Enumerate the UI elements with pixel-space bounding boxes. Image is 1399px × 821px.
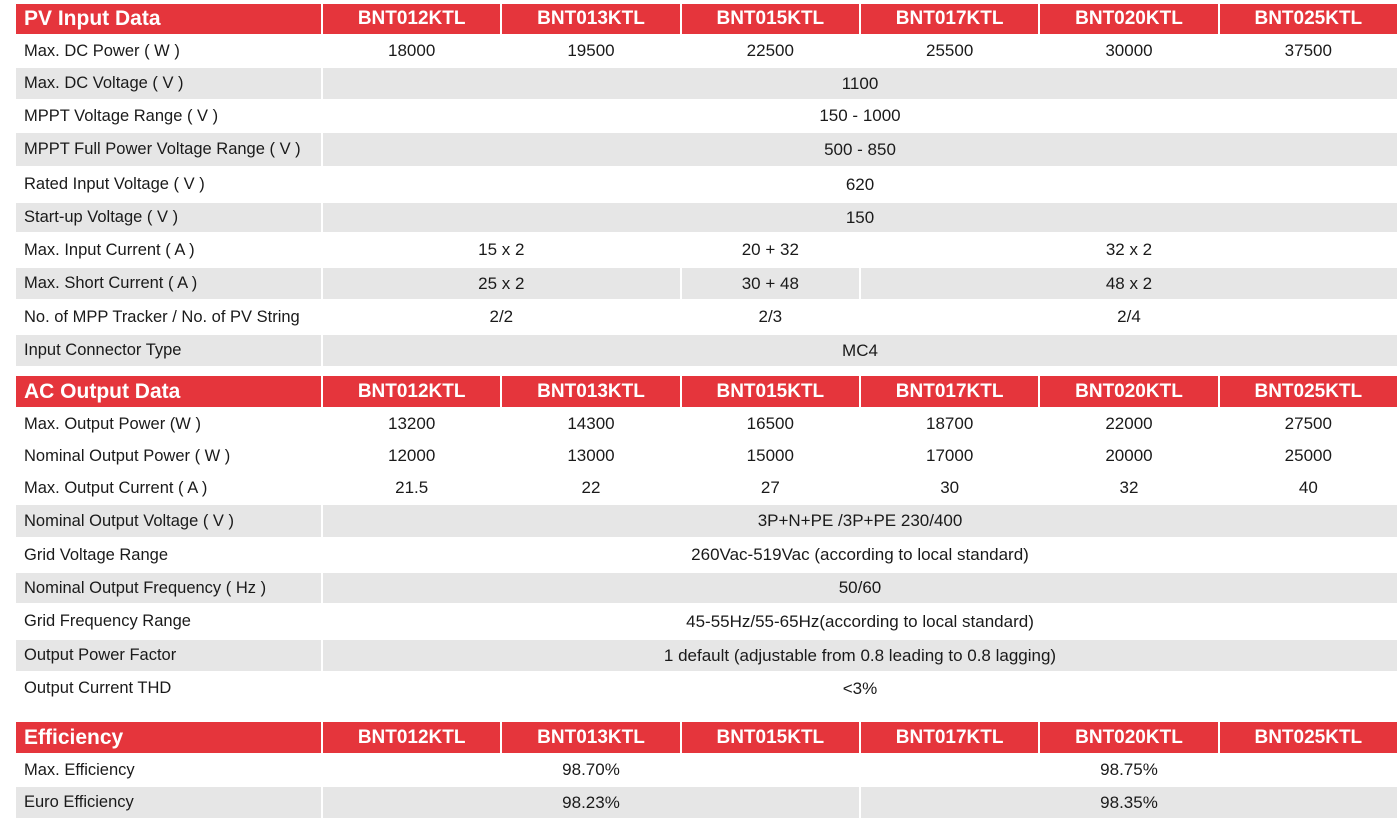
table-row bbox=[16, 605, 1397, 638]
cell-value: 12000 bbox=[323, 441, 500, 471]
row-label: Nominal Output Power ( W ) bbox=[16, 441, 321, 471]
table-row bbox=[16, 101, 1397, 131]
table-row bbox=[16, 441, 1397, 471]
cell-value: 32 x 2 bbox=[861, 234, 1397, 266]
row-label: Grid Voltage Range bbox=[16, 539, 321, 571]
cell-value: 30000 bbox=[1040, 36, 1217, 66]
table-row bbox=[16, 473, 1397, 503]
cell-value: 27 bbox=[682, 473, 859, 503]
cell-value: 500 - 850 bbox=[323, 133, 1397, 166]
model-header: BNT012KTL bbox=[323, 4, 500, 34]
model-header: BNT020KTL bbox=[1040, 722, 1217, 753]
table-row bbox=[16, 787, 1397, 818]
row-label: Max. DC Power ( W ) bbox=[16, 36, 321, 66]
cell-value: 98.70% bbox=[323, 755, 859, 785]
row-label: Max. Efficiency bbox=[16, 755, 321, 785]
table-row bbox=[16, 68, 1397, 99]
pv-input-table bbox=[14, 2, 1399, 368]
ac-output-header bbox=[16, 376, 1397, 407]
cell-value: 620 bbox=[323, 168, 1397, 201]
row-label: Output Current THD bbox=[16, 673, 321, 704]
model-header: BNT020KTL bbox=[1040, 376, 1217, 407]
table-row bbox=[16, 268, 1397, 299]
cell-value: 30 bbox=[861, 473, 1038, 503]
table-row bbox=[16, 755, 1397, 785]
cell-value: 19500 bbox=[502, 36, 679, 66]
model-header: BNT013KTL bbox=[502, 722, 679, 753]
section-title: PV Input Data bbox=[16, 4, 321, 34]
cell-value: 98.23% bbox=[323, 787, 859, 818]
model-header: BNT025KTL bbox=[1220, 4, 1397, 34]
cell-value: 1 default (adjustable from 0.8 leading to 0.8 lagging) bbox=[323, 640, 1397, 671]
table-row bbox=[16, 409, 1397, 439]
row-label: MPPT Full Power Voltage Range ( V ) bbox=[16, 133, 321, 166]
cell-value: <3% bbox=[323, 673, 1397, 704]
table-row bbox=[16, 505, 1397, 537]
model-header: BNT020KTL bbox=[1040, 4, 1217, 34]
cell-value: 40 bbox=[1220, 473, 1397, 503]
model-header: BNT025KTL bbox=[1220, 376, 1397, 407]
cell-value: 98.75% bbox=[861, 755, 1397, 785]
section-title: Efficiency bbox=[16, 722, 321, 753]
model-header: BNT015KTL bbox=[682, 4, 859, 34]
cell-value: 45-55Hz/55-65Hz(according to local standard) bbox=[323, 605, 1397, 638]
cell-value: 16500 bbox=[682, 409, 859, 439]
row-label: Grid Frequency Range bbox=[16, 605, 321, 638]
cell-value: MC4 bbox=[323, 335, 1397, 366]
section-title: AC Output Data bbox=[16, 376, 321, 407]
row-label: Max. Output Current ( A ) bbox=[16, 473, 321, 503]
cell-value: 30 + 48 bbox=[682, 268, 859, 299]
cell-value: 27500 bbox=[1220, 409, 1397, 439]
model-header: BNT012KTL bbox=[323, 722, 500, 753]
table-row bbox=[16, 673, 1397, 704]
row-label: Nominal Output Frequency ( Hz ) bbox=[16, 573, 321, 603]
row-label: Output Power Factor bbox=[16, 640, 321, 671]
table-row bbox=[16, 301, 1397, 333]
cell-value: 37500 bbox=[1220, 36, 1397, 66]
table-row bbox=[16, 640, 1397, 671]
model-header: BNT025KTL bbox=[1220, 722, 1397, 753]
cell-value: 98.35% bbox=[861, 787, 1397, 818]
cell-value: 2/3 bbox=[682, 301, 859, 333]
cell-value: 32 bbox=[1040, 473, 1217, 503]
table-row bbox=[16, 335, 1397, 366]
table-row bbox=[16, 36, 1397, 66]
pv-input-header bbox=[16, 4, 1397, 34]
cell-value: 48 x 2 bbox=[861, 268, 1397, 299]
ac-output-table bbox=[14, 374, 1399, 706]
cell-value: 20000 bbox=[1040, 441, 1217, 471]
cell-value: 3P+N+PE /3P+PE 230/400 bbox=[323, 505, 1397, 537]
table-row bbox=[16, 133, 1397, 166]
cell-value: 22 bbox=[502, 473, 679, 503]
row-label: Max. Short Current ( A ) bbox=[16, 268, 321, 299]
cell-value: 50/60 bbox=[323, 573, 1397, 603]
row-label: Rated Input Voltage ( V ) bbox=[16, 168, 321, 201]
efficiency-table bbox=[14, 720, 1399, 820]
cell-value: 25500 bbox=[861, 36, 1038, 66]
table-row bbox=[16, 539, 1397, 571]
cell-value: 21.5 bbox=[323, 473, 500, 503]
row-label: Nominal Output Voltage ( V ) bbox=[16, 505, 321, 537]
model-header: BNT012KTL bbox=[323, 376, 500, 407]
model-header: BNT013KTL bbox=[502, 4, 679, 34]
cell-value: 1100 bbox=[323, 68, 1397, 99]
cell-value: 150 bbox=[323, 203, 1397, 232]
cell-value: 25000 bbox=[1220, 441, 1397, 471]
row-label: Max. Output Power (W ) bbox=[16, 409, 321, 439]
cell-value: 14300 bbox=[502, 409, 679, 439]
cell-value: 18700 bbox=[861, 409, 1038, 439]
table-row bbox=[16, 573, 1397, 603]
table-row bbox=[16, 234, 1397, 266]
row-label: Max. Input Current ( A ) bbox=[16, 234, 321, 266]
model-header: BNT017KTL bbox=[861, 376, 1038, 407]
row-label: Start-up Voltage ( V ) bbox=[16, 203, 321, 232]
model-header: BNT017KTL bbox=[861, 4, 1038, 34]
table-row bbox=[16, 203, 1397, 232]
cell-value: 150 - 1000 bbox=[323, 101, 1397, 131]
model-header: BNT013KTL bbox=[502, 376, 679, 407]
cell-value: 22500 bbox=[682, 36, 859, 66]
cell-value: 13000 bbox=[502, 441, 679, 471]
cell-value: 25 x 2 bbox=[323, 268, 680, 299]
row-label: Max. DC Voltage ( V ) bbox=[16, 68, 321, 99]
cell-value: 20 + 32 bbox=[682, 234, 859, 266]
cell-value: 2/2 bbox=[323, 301, 680, 333]
cell-value: 15 x 2 bbox=[323, 234, 680, 266]
table-row bbox=[16, 168, 1397, 201]
efficiency-header bbox=[16, 722, 1397, 753]
cell-value: 22000 bbox=[1040, 409, 1217, 439]
cell-value: 18000 bbox=[323, 36, 500, 66]
cell-value: 13200 bbox=[323, 409, 500, 439]
row-label: No. of MPP Tracker / No. of PV String bbox=[16, 301, 321, 333]
model-header: BNT017KTL bbox=[861, 722, 1038, 753]
row-label: Euro Efficiency bbox=[16, 787, 321, 818]
row-label: Input Connector Type bbox=[16, 335, 321, 366]
cell-value: 15000 bbox=[682, 441, 859, 471]
cell-value: 2/4 bbox=[861, 301, 1397, 333]
model-header: BNT015KTL bbox=[682, 376, 859, 407]
cell-value: 17000 bbox=[861, 441, 1038, 471]
row-label: MPPT Voltage Range ( V ) bbox=[16, 101, 321, 131]
cell-value: 260Vac-519Vac (according to local standard) bbox=[323, 539, 1397, 571]
model-header: BNT015KTL bbox=[682, 722, 859, 753]
